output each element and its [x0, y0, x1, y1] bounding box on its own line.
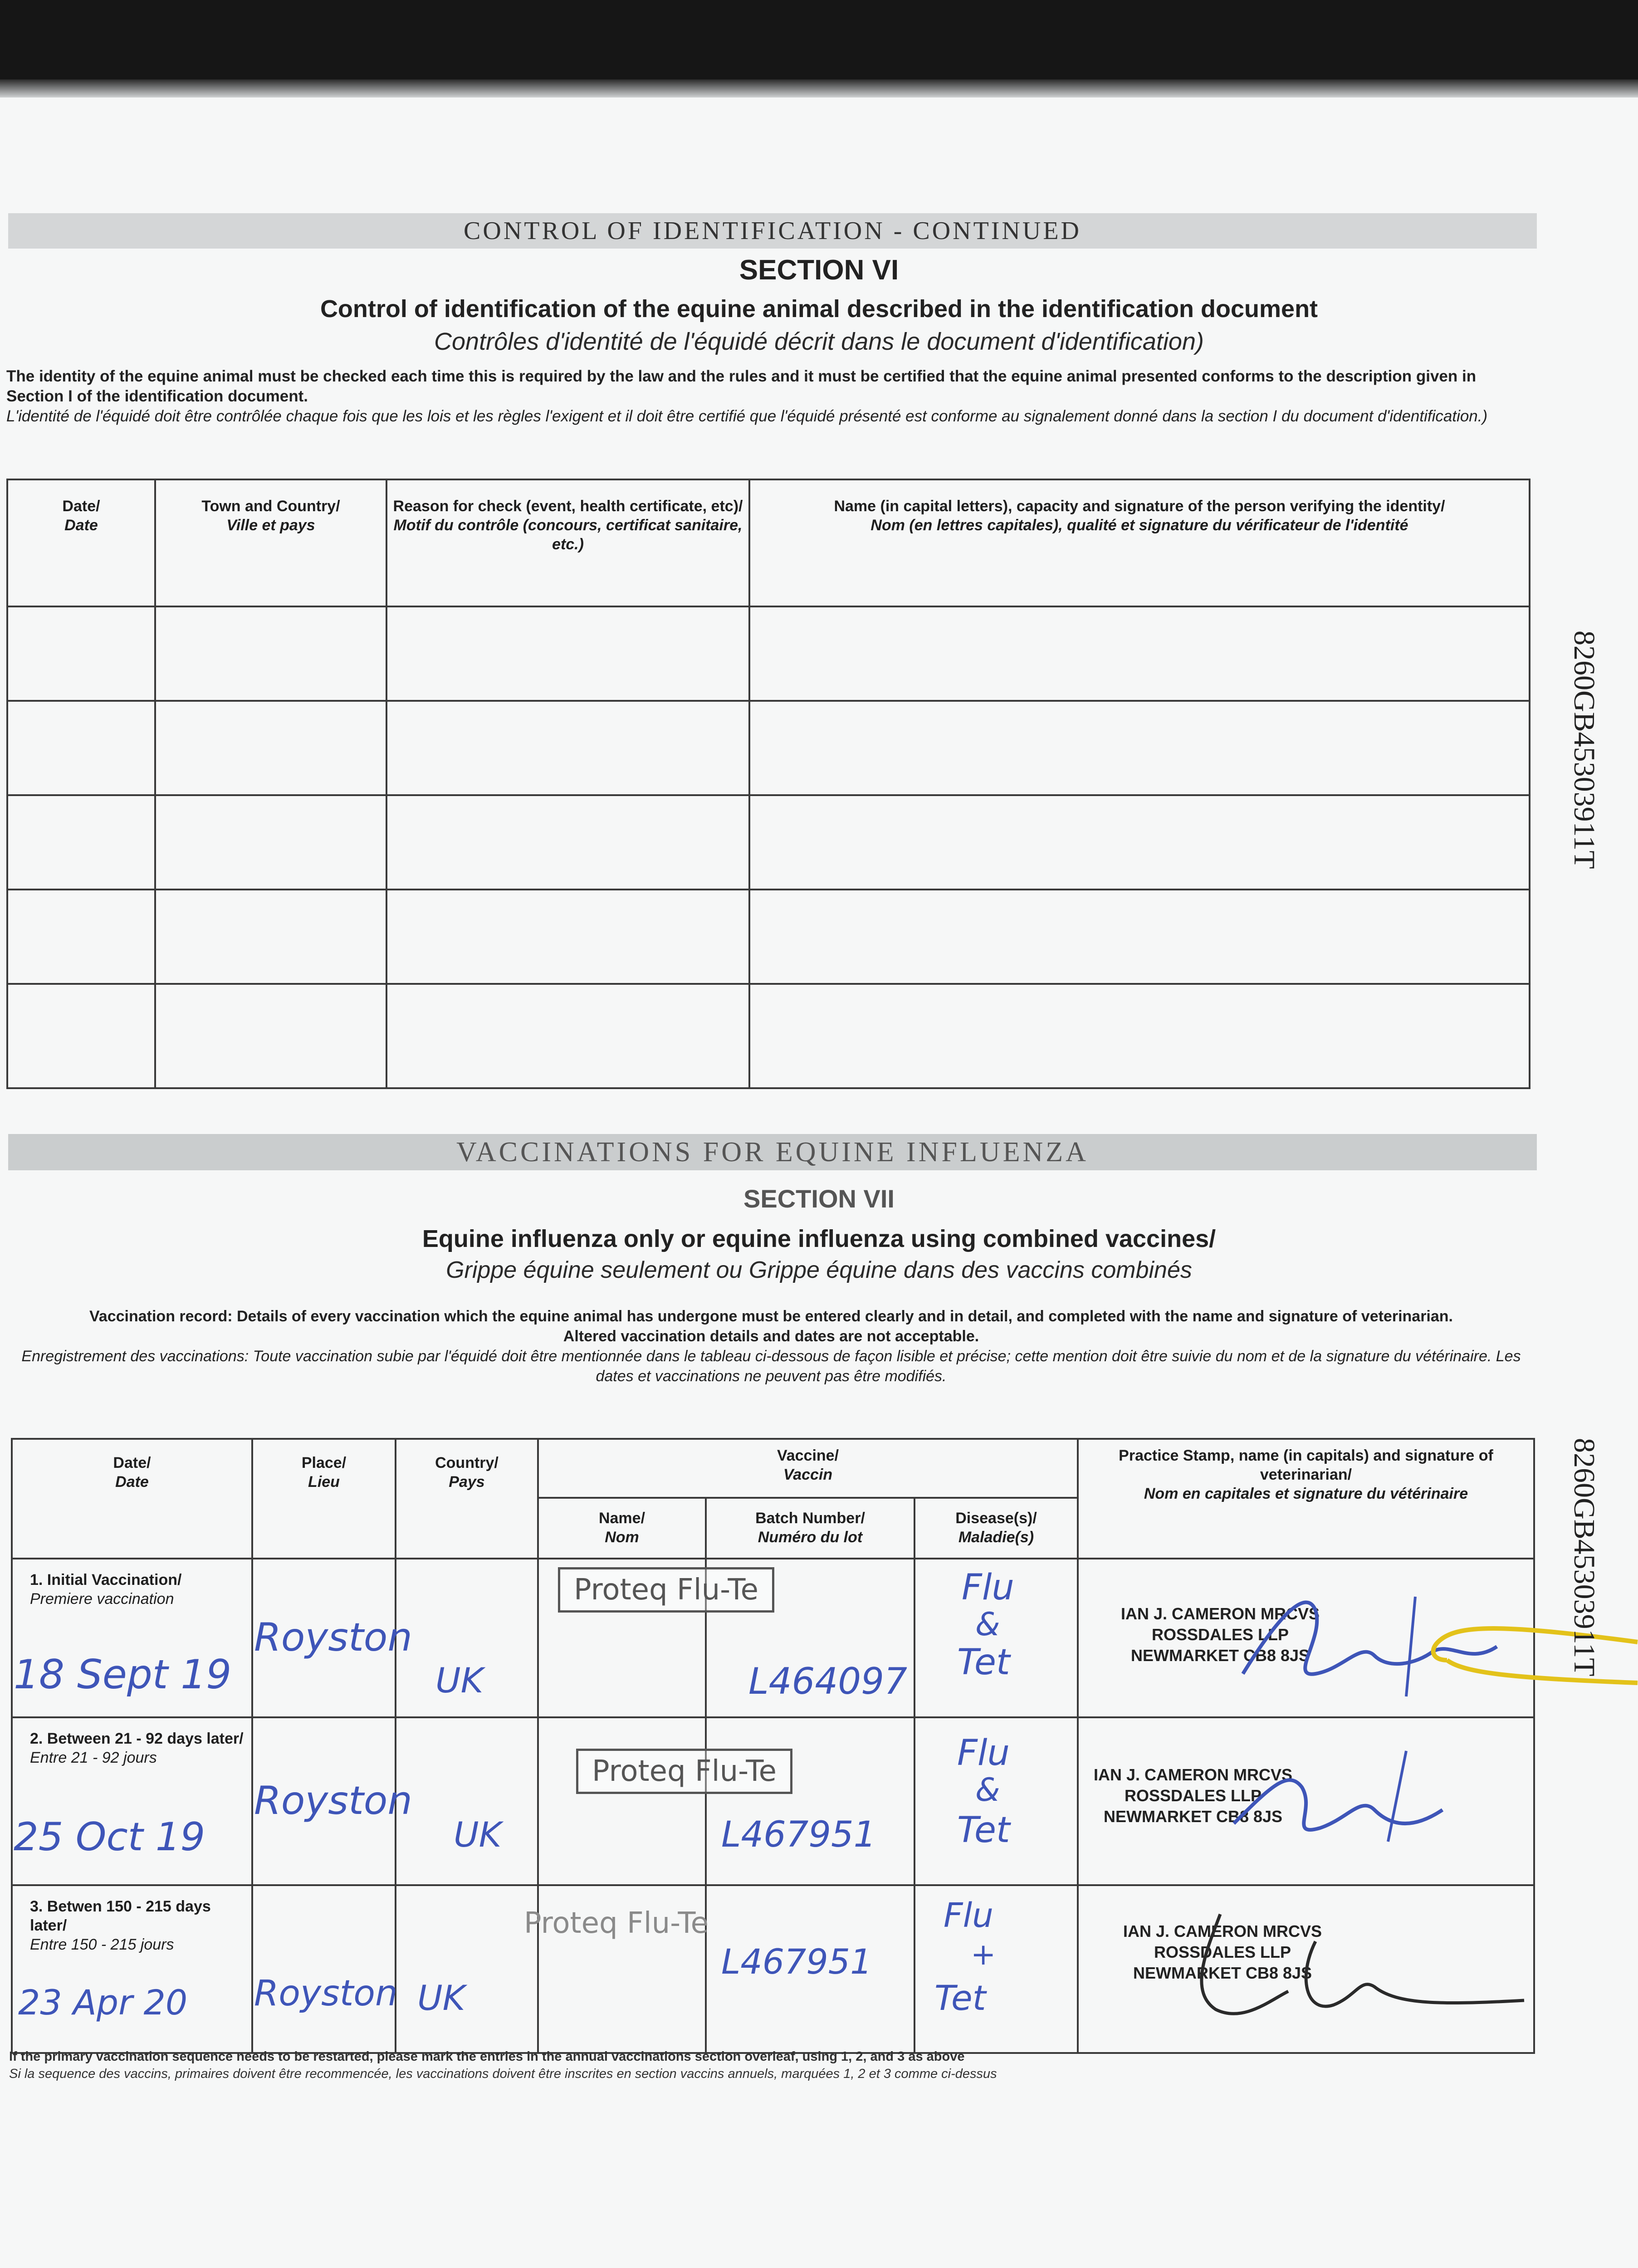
- row2-label-en: 2. Between 21 - 92 days later/: [30, 1730, 244, 1747]
- scan-top-edge: [0, 0, 1638, 98]
- row1-label-en: 1. Initial Vaccination/: [30, 1571, 182, 1589]
- row3-signature: [1161, 1887, 1533, 2032]
- row-label-3: [12, 1885, 252, 2053]
- vet-name: IAN J. CAMERON MRCVS: [1093, 1765, 1293, 1784]
- row3-batch: L467951: [721, 1941, 872, 1982]
- cell[interactable]: [7, 795, 155, 890]
- row3-disease-2: +: [971, 1937, 996, 1972]
- cell[interactable]: [155, 701, 386, 795]
- row1-label-fr: Premiere vaccination: [30, 1590, 174, 1608]
- intro-fr: L'identité de l'équidé doit être contrôlée chaque fois que les lois et les règles l'exigent et il doit être certifié que l'équidé présenté est conforme au signalement donné dans la section I du document d'identification.): [6, 407, 1488, 425]
- row1-batch: L464097: [748, 1660, 907, 1702]
- row2-label-fr: Entre 21 - 92 jours: [30, 1749, 157, 1766]
- col-disease-fr: Maladie(s): [958, 1529, 1034, 1546]
- cell[interactable]: [914, 1885, 1078, 2053]
- table-row: [7, 606, 1530, 701]
- col-reason: [386, 479, 749, 606]
- row1-date: 18 Sept 19: [14, 1651, 232, 1698]
- row2-signature: [1216, 1733, 1470, 1869]
- row3-place: Royston: [254, 1973, 398, 2014]
- cell[interactable]: [155, 606, 386, 701]
- page-edge-shadow: [0, 79, 1638, 98]
- col-country: [396, 1439, 538, 1559]
- vet-name: IAN J. CAMERON MRCVS: [1120, 1604, 1320, 1623]
- section-vi-title: SECTION VI: [739, 254, 899, 286]
- cell[interactable]: [155, 984, 386, 1088]
- cell[interactable]: [386, 701, 749, 795]
- vet-address: NEWMARKET CB8 8JS: [1103, 1807, 1283, 1826]
- row2-disease-3: Tet: [957, 1810, 1010, 1851]
- section-vii-title: SECTION VII: [743, 1184, 895, 1213]
- col-country-en: Country/: [435, 1454, 499, 1471]
- col-batch-en: Batch Number/: [755, 1510, 865, 1527]
- row3-date: 23 Apr 20: [18, 1982, 188, 2023]
- cell[interactable]: [252, 1885, 396, 2053]
- section-vi-heading: Control of identification of the equine animal described in the identification document: [320, 295, 1318, 323]
- row1-disease-2: &: [975, 1606, 1000, 1643]
- cell[interactable]: [749, 701, 1530, 795]
- cell[interactable]: [706, 1717, 914, 1885]
- col-town: [155, 479, 386, 606]
- col-place-en: Place/: [301, 1454, 347, 1471]
- footnote-en: If the primary vaccination sequence needs to be restarted, please mark the entries in the annual vaccinations section overleaf, using 1, 2, and 3 as above: [9, 2049, 965, 2064]
- cell[interactable]: [749, 795, 1530, 890]
- cell[interactable]: [538, 1717, 706, 1885]
- table-row: [7, 984, 1530, 1088]
- row3-disease-3: Tet: [934, 1978, 986, 2018]
- vet-practice: ROSSDALES LLP: [1124, 1786, 1262, 1805]
- record-en-1: Vaccination record: Details of every vaccination which the equine animal has undergone must be entered clearly and in detail, and completed with the name and signature of veterinarian.: [89, 1308, 1453, 1325]
- row1-vaccine-stamp: Proteq Flu-Te: [558, 1567, 774, 1613]
- col-date: [7, 479, 155, 606]
- section-vi-heading-fr: Contrôles d'identité de l'équidé décrit dans le document d'identification): [434, 328, 1204, 355]
- identity-check-table: [6, 479, 1530, 1089]
- col-batch-fr: Numéro du lot: [758, 1529, 863, 1546]
- vet-address: NEWMARKET CB8 8JS: [1130, 1646, 1310, 1665]
- col-date-fr: Date: [64, 517, 98, 534]
- col-reason-en: Reason for check (event, health certificate, etc)/: [393, 498, 743, 515]
- cell[interactable]: [386, 606, 749, 701]
- cell[interactable]: [386, 984, 749, 1088]
- col-vaccine-name: [538, 1498, 706, 1559]
- row2-batch: L467951: [721, 1814, 876, 1855]
- cell[interactable]: [386, 795, 749, 890]
- cell[interactable]: [396, 1717, 538, 1885]
- row2-place: Royston: [254, 1778, 412, 1823]
- col-reason-fr: Motif du contrôle (concours, certificat sanitaire, etc.): [393, 517, 743, 553]
- footnote-fr: Si la sequence des vaccins, primaires doivent être recommencée, les vaccinations doivent être inscrites en section vaccins annuels, marquées 1, 2 et 3 comme ci-dessus: [9, 2067, 997, 2081]
- cell[interactable]: [7, 984, 155, 1088]
- paper-clip: [1429, 1615, 1638, 1687]
- document-number-lower: 8260GB453039​11T: [1568, 1438, 1601, 1677]
- col-name-fr: Nom: [605, 1529, 639, 1546]
- col-verifier-en: Name (in capital letters), capacity and signature of the person verifying the identity/: [834, 498, 1445, 515]
- cell[interactable]: [386, 890, 749, 984]
- vet-practice: ROSSDALES LLP: [1154, 1943, 1291, 1961]
- col-country-fr: Pays: [449, 1473, 485, 1491]
- row-label-2: [12, 1717, 252, 1885]
- col-vaccine: [538, 1439, 1078, 1498]
- footnote: [9, 2048, 1506, 2082]
- col-disease: [914, 1498, 1078, 1559]
- col-town-en: Town and Country/: [201, 498, 340, 515]
- vaccination-record-text: [18, 1306, 1524, 1386]
- col-vaccine-fr: Vaccin: [783, 1466, 833, 1483]
- row3-disease-1: Flu: [944, 1896, 994, 1935]
- col-place-fr: Lieu: [308, 1473, 340, 1491]
- section-vii-heading-fr: Grippe équine seulement ou Grippe équine dans des vaccins combinés: [446, 1257, 1192, 1283]
- col-date-en: Date/: [113, 1454, 151, 1471]
- col-vaccine-en: Vaccine/: [777, 1447, 839, 1464]
- row2-country: UK: [454, 1814, 502, 1855]
- col-name-en: Name/: [598, 1510, 645, 1527]
- col-practice-stamp: [1078, 1439, 1534, 1559]
- vaccination-banner: VACCINATIONS FOR EQUINE INFLUENZA: [8, 1134, 1537, 1170]
- cell[interactable]: [749, 606, 1530, 701]
- row3-vaccine-stamp: Proteq Flu-Te: [524, 1906, 709, 1940]
- row3-label-en: 3. Betwen 150 - 215 days later/: [30, 1898, 211, 1934]
- section-vii-heading: Equine influenza only or equine influenza using combined vaccines/: [422, 1225, 1216, 1252]
- col-date: [12, 1439, 252, 1559]
- cell[interactable]: [749, 984, 1530, 1088]
- cell[interactable]: [155, 795, 386, 890]
- row2-disease-1: Flu: [957, 1733, 1010, 1774]
- row2-disease-2: &: [975, 1771, 1000, 1809]
- vet-address: NEWMARKET CB8 8JS: [1133, 1964, 1312, 1982]
- cell[interactable]: [7, 890, 155, 984]
- col-stamp-en: Practice Stamp, name (in capitals) and signature of veterinarian/: [1119, 1447, 1493, 1483]
- record-en-2: Altered vaccination details and dates are not acceptable.: [563, 1328, 979, 1345]
- col-date-en: Date/: [62, 498, 100, 515]
- row1-place: Royston: [254, 1615, 412, 1660]
- col-disease-en: Disease(s)/: [955, 1510, 1037, 1527]
- cell[interactable]: [155, 890, 386, 984]
- row1-disease-1: Flu: [962, 1567, 1014, 1608]
- section-banner: CONTROL OF IDENTIFICATION - CONTINUED: [8, 213, 1537, 249]
- table-header-row: [12, 1439, 1534, 1498]
- col-place: [252, 1439, 396, 1559]
- vet-name: IAN J. CAMERON MRCVS: [1123, 1922, 1322, 1941]
- table-row: [7, 701, 1530, 795]
- row2-vaccine-stamp: Proteq Flu-Te: [576, 1749, 792, 1794]
- row2-date: 25 Oct 19: [14, 1814, 205, 1860]
- row1-country: UK: [435, 1660, 484, 1701]
- col-verifier-fr: Nom (en lettres capitales), qualité et signature du vérificateur de l'identité: [870, 517, 1408, 534]
- section-vi-intro: [6, 367, 1517, 426]
- table-row: [7, 890, 1530, 984]
- col-stamp-fr: Nom en capitales et signature du vétérinaire: [1144, 1485, 1468, 1502]
- row3-country: UK: [417, 1978, 465, 2018]
- cell[interactable]: [749, 890, 1530, 984]
- col-verifier: [749, 479, 1530, 606]
- row3-label-fr: Entre 150 - 215 jours: [30, 1936, 174, 1953]
- record-fr: Enregistrement des vaccinations: Toute vaccination subie par l'équidé doit être mentionnée dans le tableau ci-dessous de façon lisible et précise; cette mention doit être suivie du nom et de la signature du vétérinaire. Les dates et vaccinations ne peuvent pas être modifiés.: [21, 1348, 1521, 1385]
- col-date-fr: Date: [115, 1473, 149, 1491]
- table-row: [7, 795, 1530, 890]
- intro-en: The identity of the equine animal must be checked each time this is required by the law and the rules and it must be certified that the equine animal presented conforms to the description given in Section I of the identification document.: [6, 367, 1477, 405]
- vet-practice: ROSSDALES LLP: [1151, 1625, 1289, 1644]
- col-batch: [706, 1498, 914, 1559]
- table-header-row: [7, 479, 1530, 606]
- col-town-fr: Ville et pays: [226, 517, 315, 534]
- document-number-upper: 8260GB453039​11T: [1568, 631, 1601, 869]
- row1-disease-3: Tet: [957, 1642, 1010, 1683]
- cell[interactable]: [7, 606, 155, 701]
- cell[interactable]: [7, 701, 155, 795]
